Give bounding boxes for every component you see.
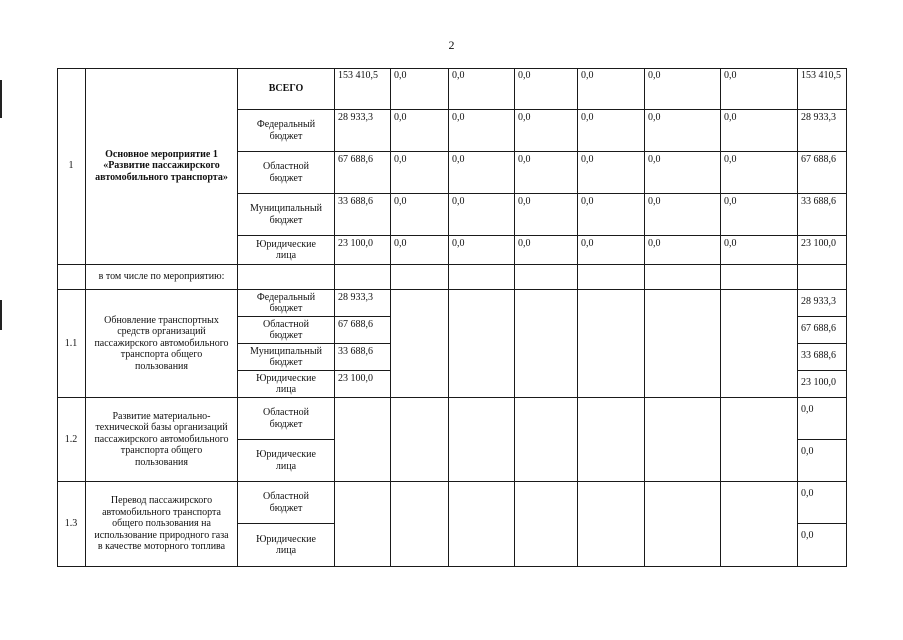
value-cell: 0,0 xyxy=(721,236,798,265)
value-cell: 33 688,6 xyxy=(335,344,391,371)
source-label: Юридические лица xyxy=(238,524,335,567)
total-cell: 28 933,3 xyxy=(798,110,847,152)
total-cell: 0,0 xyxy=(798,482,847,524)
empty-cell xyxy=(578,398,645,482)
value-cell: 153 410,5 xyxy=(335,68,391,110)
value-cell: 0,0 xyxy=(515,68,578,110)
total-cell: 23 100,0 xyxy=(798,236,847,265)
empty-cell xyxy=(449,398,515,482)
empty-cell xyxy=(238,265,335,290)
value-cell: 0,0 xyxy=(449,152,515,194)
row-number: 1.3 xyxy=(57,482,86,567)
activity-name: Перевод пассажирского автомобильного транспорта общего пользования на использование природного газа в качестве моторного топлива xyxy=(86,482,238,567)
empty-cell xyxy=(721,290,798,398)
value-cell: 67 688,6 xyxy=(335,152,391,194)
total-cell: 0,0 xyxy=(798,398,847,440)
total-cell: 153 410,5 xyxy=(798,68,847,110)
value-cell: 0,0 xyxy=(391,194,449,236)
value-cell: 0,0 xyxy=(449,110,515,152)
empty-cell xyxy=(515,398,578,482)
empty-cell xyxy=(335,265,391,290)
row-number: 1.1 xyxy=(57,290,86,398)
scan-edge-mark xyxy=(0,300,2,330)
empty-cell xyxy=(449,265,515,290)
value-cell: 0,0 xyxy=(578,152,645,194)
value-cell: 0,0 xyxy=(578,194,645,236)
activity-name: Развитие материально-технической базы организаций пассажирского автомобильного транспорта общего пользования xyxy=(86,398,238,482)
activity-name: Обновление транспортных средств организаций пассажирского автомобильного транспорта общего пользования xyxy=(86,290,238,398)
value-cell: 28 933,3 xyxy=(335,290,391,317)
page-number: 2 xyxy=(448,38,455,52)
empty-cell xyxy=(645,290,721,398)
empty-cell xyxy=(721,398,798,482)
value-cell: 0,0 xyxy=(449,236,515,265)
value-cell: 0,0 xyxy=(578,236,645,265)
scan-edge-mark xyxy=(0,80,2,118)
value-cell: 0,0 xyxy=(391,110,449,152)
total-cell: 33 688,6 xyxy=(798,344,847,371)
source-label: ВСЕГО xyxy=(238,68,335,110)
empty-cell xyxy=(449,290,515,398)
value-cell: 0,0 xyxy=(578,110,645,152)
empty-cell xyxy=(391,290,449,398)
empty-cell xyxy=(57,265,86,290)
value-cell: 0,0 xyxy=(645,110,721,152)
source-label: Юридические лица xyxy=(238,236,335,265)
source-label: Юридические лица xyxy=(238,371,335,398)
source-label: Юридические лица xyxy=(238,440,335,482)
empty-cell xyxy=(721,482,798,567)
empty-cell xyxy=(335,482,391,567)
value-cell: 0,0 xyxy=(721,152,798,194)
total-cell: 23 100,0 xyxy=(798,371,847,398)
value-cell: 0,0 xyxy=(645,68,721,110)
value-cell: 33 688,6 xyxy=(335,194,391,236)
empty-cell xyxy=(515,290,578,398)
empty-cell xyxy=(578,265,645,290)
including-label: в том числе по мероприятию: xyxy=(86,265,238,290)
value-cell: 0,0 xyxy=(578,68,645,110)
total-cell: 33 688,6 xyxy=(798,194,847,236)
source-label: Федеральный бюджет xyxy=(238,110,335,152)
value-cell: 28 933,3 xyxy=(335,110,391,152)
activity-name: Основное мероприятие 1 «Развитие пассажирского автомобильного транспорта» xyxy=(86,68,238,265)
source-label: Муниципальный бюджет xyxy=(238,194,335,236)
value-cell: 0,0 xyxy=(721,110,798,152)
value-cell: 0,0 xyxy=(515,152,578,194)
value-cell: 0,0 xyxy=(645,152,721,194)
total-cell: 67 688,6 xyxy=(798,317,847,344)
value-cell: 0,0 xyxy=(721,194,798,236)
total-cell: 0,0 xyxy=(798,524,847,567)
empty-cell xyxy=(515,482,578,567)
source-label: Областной бюджет xyxy=(238,152,335,194)
value-cell: 0,0 xyxy=(391,68,449,110)
empty-cell xyxy=(449,482,515,567)
total-cell: 28 933,3 xyxy=(798,290,847,317)
source-label: Областной бюджет xyxy=(238,482,335,524)
source-label: Областной бюджет xyxy=(238,398,335,440)
value-cell: 0,0 xyxy=(721,68,798,110)
empty-cell xyxy=(391,265,449,290)
source-label: Муниципальный бюджет xyxy=(238,344,335,371)
value-cell: 0,0 xyxy=(515,194,578,236)
value-cell: 0,0 xyxy=(515,236,578,265)
empty-cell xyxy=(578,482,645,567)
empty-cell xyxy=(645,482,721,567)
empty-cell xyxy=(645,398,721,482)
source-label: Федеральный бюджет xyxy=(238,290,335,317)
row-number: 1 xyxy=(57,68,86,265)
empty-cell xyxy=(515,265,578,290)
value-cell: 0,0 xyxy=(391,236,449,265)
value-cell: 0,0 xyxy=(515,110,578,152)
source-label: Областной бюджет xyxy=(238,317,335,344)
value-cell: 67 688,6 xyxy=(335,317,391,344)
empty-cell xyxy=(578,290,645,398)
value-cell: 0,0 xyxy=(645,194,721,236)
value-cell: 0,0 xyxy=(391,152,449,194)
empty-cell xyxy=(391,398,449,482)
total-cell: 0,0 xyxy=(798,440,847,482)
row-number: 1.2 xyxy=(57,398,86,482)
empty-cell xyxy=(721,265,798,290)
empty-cell xyxy=(335,398,391,482)
value-cell: 0,0 xyxy=(449,68,515,110)
value-cell: 0,0 xyxy=(645,236,721,265)
empty-cell xyxy=(645,265,721,290)
value-cell: 23 100,0 xyxy=(335,371,391,398)
value-cell: 0,0 xyxy=(449,194,515,236)
total-cell: 67 688,6 xyxy=(798,152,847,194)
empty-cell xyxy=(798,265,847,290)
value-cell: 23 100,0 xyxy=(335,236,391,265)
empty-cell xyxy=(391,482,449,567)
